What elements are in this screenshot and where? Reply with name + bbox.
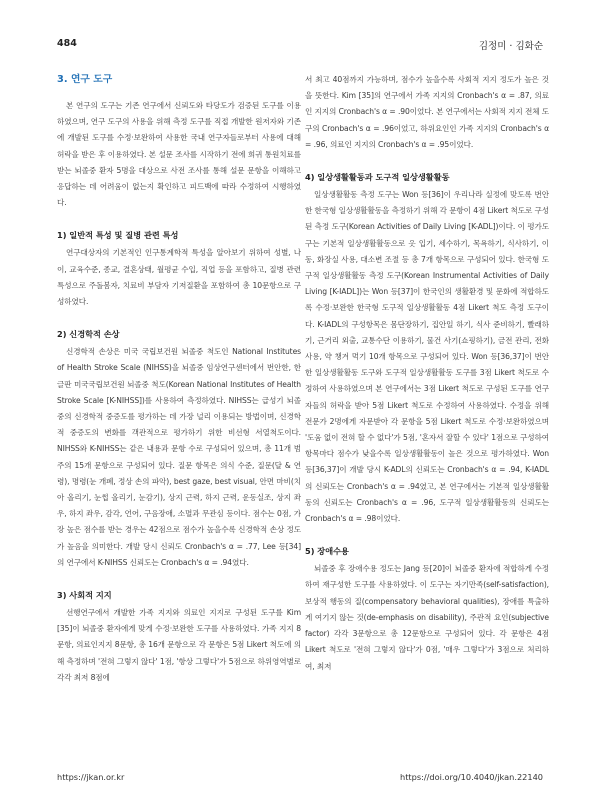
- doi-link[interactable]: https://doi.org/10.4040/jkan.22140: [400, 772, 543, 782]
- subsection-5-text: 뇌졸중 후 장애수용 정도는 Jang 등[20]이 뇌졸중 환자에 적합하게 수정하여 재구성한 도구를 사용하였다. 이 도구는 자기만족(self-satisfaction), 보상적 행동의 질(compensatory behavioral qualities), 장애를 특출하게 여기지 않는 것(de-emphasis on disability), 주관적 요인(subjective factor) 각각 3문항으로 총 12문항으로 구성되어 있다. 각 문항은 4점 Likert 척도로 '전혀 그렇지 않다'가 0점, '매우 그렇다'가 3점으로 처리하여, 최저: [305, 564, 549, 671]
- journal-url-link[interactable]: https://jkan.or.kr: [57, 772, 125, 782]
- subsection-2-title: 2) 신경학적 손상: [57, 329, 120, 340]
- intro-paragraph: 본 연구의 도구는 기존 연구에서 신뢰도와 타당도가 검증된 도구를 이용하였으며, 연구 도구의 사용을 위해 측정 도구를 직접 개발한 원저자와 기존에 개발된 도구를 수정·보완하여 사용한 국내 연구자들로부터 사용에 대해 허락을 받은 후 이용하였다. 본 설문 조사를 시작하기 전에 희귀 통원치료를 받는 뇌졸중 환자 5명을 대상으로 사전 조사를 통해 설문 문항을 이해하고 응답하는 데 어려움이 없는지 확인하고 피드백에 따라 수정하여 시행하였다.: [57, 101, 301, 208]
- subsection-5-title: 5) 장애수용: [305, 546, 349, 557]
- section-title: 3. 연구 도구: [57, 74, 113, 85]
- running-head-authors: 김정미 · 김화순: [478, 41, 543, 52]
- subsection-1-text: 연구대상자의 기본적인 인구통계학적 특성을 알아보기 위하여 성별, 나이, 교육수준, 종교, 결혼상태, 월평균 수입, 직업 등을 포함하고, 질병 관련 특성으로 주돌봄자, 치료비 부담자 기저질환을 포함하여 총 10문항으로 구성하였다.: [57, 248, 301, 307]
- subsection-1-title: 1) 일반적 특성 및 질병 관련 특성: [57, 230, 179, 241]
- subsection-4-text: 일상생활활동 측정 도구는 Won 등[36]이 우리나라 실정에 맞도록 번안한 한국형 일상생활활동을 측정하기 위해 각 문항이 4점 Likert 척도로 구성된 측정 도구(Korean Activities of Daily Living [K-ADL])이다. 이 평가도구는 기본적 일상생활활동으로 옷 입기, 세수하기, 목욕하기, 식사하기, 이동, 화장실 사용, 대소변 조절 등 총 7개 항목으로 구성되어 있다. 한국형 도구적 일상생활활동 측정 도구(Korean Instrumental Activities of Daily Living [K-IADL])는 Won 등[37]이 한국인의 생활환경 및 문화에 적합하도록 수정·보완한 한국형 도구적 일상생활활동 4점 Likert 척도 측정 도구이다. K-IADL의 구성항목은 몸단장하기, 집안일 하기, 식사 준비하기, 빨래하기, 근거리 외출, 교통수단 이용하기, 물건 사기(쇼핑하기), 금전 관리, 전화 사용, 약 챙겨 먹기 10개 항목으로 구성되어 있다. Won 등[36,37]이 번안한 일상생활활동 도구와 도구적 일상생활활동 도구를 3점 Likert 척도로 수정하여 사용하였으며 본 연구에서는 3점 Likert 척도로 구성된 도구를 연구자들의 허락을 받아 5점 Likert 척도로 수정하여 사용하였다. 수정을 위해 전문가 2명에게 자문받아 각 문항을 5점 Likert 척도로 수정·보완하였으며 '도움 없이 전혀 할 수 없다'가 5점, '혼자서 잘할 수 있다' 1점으로 구성하여 항목마다 점수가 낮을수록 일상생활활동이 높은 것으로 평가하였다. Won 등[36,37]이 개발 당시 K-ADL의 신뢰도는 Cronbach's α = .94, K-IADL의 신뢰도는 Cronbach's α = .94였고, 본 연구에서는 기본적 일상생활활동의 신뢰도는 Cronbach's α = .96, 도구적 일상생활활동의 신뢰도는 Cronbach's α = .98이었다.: [305, 190, 549, 524]
- subsection-3-title: 3) 사회적 지지: [57, 590, 112, 601]
- page-header: [57, 38, 543, 54]
- subsection-3-continued: 서 최고 40점까지 가능하며, 점수가 높을수록 사회적 지지 정도가 높은 것을 뜻한다. Kim [35]의 연구에서 가족 지지의 Cronbach's α = .87, 의료인 지지의 Cronbach's α = .90이었다. 본 연구에서는 사회적 지지 전체 도구의 Cronbach's α = .96이었고, 하위요인인 가족 지지의 Cronbach's α = .96, 의료인 지지의 Cronbach's α = .95이었다.: [305, 75, 549, 149]
- right-column: [305, 72, 549, 675]
- subsection-2-text: 신경학적 손상은 미국 국립보건원 뇌졸중 척도인 National Institutes of Health Stroke Scale (NIHSS)을 뇌졸중 임상연구센터에서 번안한, 한글판 미국국립보건원 뇌졸중 척도(Korean National Institutes of Health Stroke Scale [K-NIHSS])를 사용하여 측정하였다. NIHSS는 급성기 뇌졸중의 신경학적 중증도를 평가하는 데 가장 널리 이용되는 방법이며, 신경학적 중증도의 변화를 객관적으로 평가하기 위한 비선형 서열척도이다. NIHSS와 K-NIHSS는 같은 내용과 문항 수로 구성되어 있으며, 총 11개 범주의 15개 문항으로 구성되어 있다. 질문 항목은 의식 수준, 질문(달 & 연령), 명령(눈 개폐, 정상 손의 파악), best gaze, best visual, 안면 마비(치아 올리기, 눈썹 올리기, 눈감기), 상지 근력, 하지 근력, 운동실조, 상지 좌우, 하지 좌우, 감각, 언어, 구음장애, 소멸과 무관심 등이다. 점수는 0점, 가장 높은 점수를 받는 경우는 42점으로 점수가 높을수록 신경학적 손상 정도가 높음을 의미한다. 개발 당시 신뢰도 Cronbach's α = .77, Lee 등[34]의 연구에서 K-NIHSS 신뢰도는 Cronbach's α = .94였다.: [57, 347, 301, 567]
- subsection-3-text: 선행연구에서 개발한 가족 지지와 의료인 지지로 구성된 도구를 Kim [35]이 뇌졸중 환자에게 맞게 수정·보완한 도구를 사용하였다. 가족 지지 8문항, 의료인지지 8문항, 총 16개 문항으로 각 문항은 5점 Likert 척도에 의해 측정하며 '전혀 그렇지 않다' 1점, '항상 그렇다'가 5점으로 하위영역별로 각각 최저 8점에: [57, 608, 301, 682]
- left-column: [57, 72, 301, 686]
- page-footer: [57, 772, 543, 786]
- subsection-4-title: 4) 일상생활활동과 도구적 일상생활활동: [305, 172, 450, 183]
- page-number: 484: [57, 38, 77, 49]
